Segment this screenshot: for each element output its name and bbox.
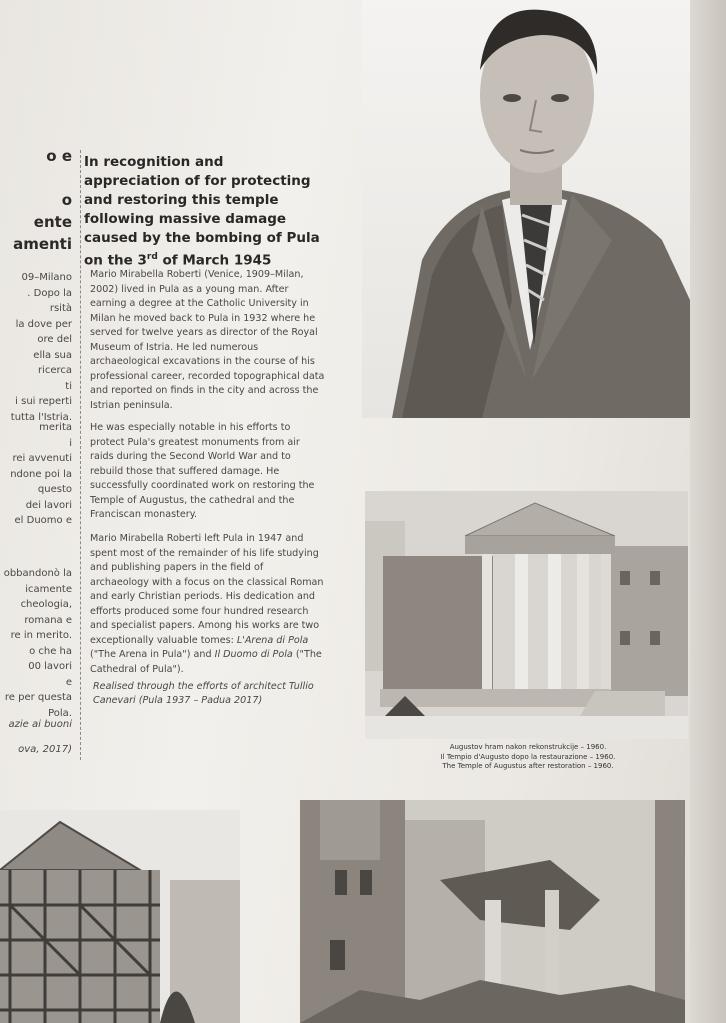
bio-paragraph-2: He was especially notable in his efforts to protect Pula's greatest monuments from air raids during the Second World War and to rebuild those that suffered damage. He successfully coordinated work on restoring the Temple of Augustus, the cathedral and the Franciscan monastery.: [90, 422, 315, 520]
main-heading: In recognition and appreciation of for protecting and restoring this temple following massive damage caused by the bombing of Pula on the 3rd of March 1945: [84, 154, 320, 269]
caption-english: The Temple of Augustus after restoration – 1960.: [442, 762, 614, 770]
temple-photo: [365, 491, 688, 739]
italian-paragraph-3: obbandonò la icamente cheologia, romana e re in merito. o che ha 00 lavori e re per questa Pola.: [3, 568, 72, 719]
book-title-duomo: Il Duomo di Pola: [214, 649, 293, 660]
bio-paragraph-3: Mario Mirabella Roberti left Pula in 1947 and spent most of the remainder of his life studying and publishing papers in the field of archaeology with a focus on the classical Roman and early Christian periods. His dedication and efforts produced some four hundred research and specialist papers. Among his works are two exceptionally valuable tomes: L'Arena di Pola ("The Arena in Pula") and Il Duomo di Pola ("The Cathedral of Pula").: [90, 533, 324, 675]
italian-heading: o e o ente amenti: [13, 147, 72, 253]
italian-paragraph-2: merita i rei avvenuti ndone poi la questo dei lavori el Duomo e: [10, 422, 72, 526]
scaffolding-photo: [0, 810, 240, 1023]
temple-caption: [428, 743, 628, 772]
bio-paragraph-1: Mario Mirabella Roberti (Venice, 1909–Milan, 2002) lived in Pula as a young man. After earning a degree at the Catholic University in Milan he moved back to Pula in 1932 where he served for twelve years as director of the Royal Museum of Istria. He led numerous archaeological excavations in the course of his professional career, recorded topographical data and reported on finds in the city and across the Istrian peninsula.: [90, 269, 325, 411]
ordinal-suffix: rd: [146, 252, 158, 262]
architect-credit: Realised through the efforts of architect Tullio Canevari (Pula 1937 – Padua 2017): [93, 681, 314, 706]
italian-heading-line: o e: [46, 147, 72, 165]
italian-credit-2: ova, 2017): [18, 744, 72, 755]
italian-paragraph-1: 09–Milano . Dopo la rsità la dove per ore del ella sua ricerca ti i sui reperti tutta l'Istria.: [10, 272, 72, 423]
italian-column: [0, 0, 72, 770]
italian-credit-1: azie ai buoni: [8, 719, 72, 730]
book-title-arena: L'Arena di Pola: [236, 634, 309, 646]
caption-croatian: Augustov hram nakon rekonstrukcije – 1960.: [449, 743, 607, 751]
bombed-ruins-photo: [300, 800, 685, 1023]
board-edge: [690, 0, 726, 1023]
caption-italian: Il Tempio d'Augusto dopo la restaurazione – 1960.: [440, 752, 616, 761]
portrait-photo: [362, 0, 690, 418]
column-divider: [80, 150, 81, 760]
